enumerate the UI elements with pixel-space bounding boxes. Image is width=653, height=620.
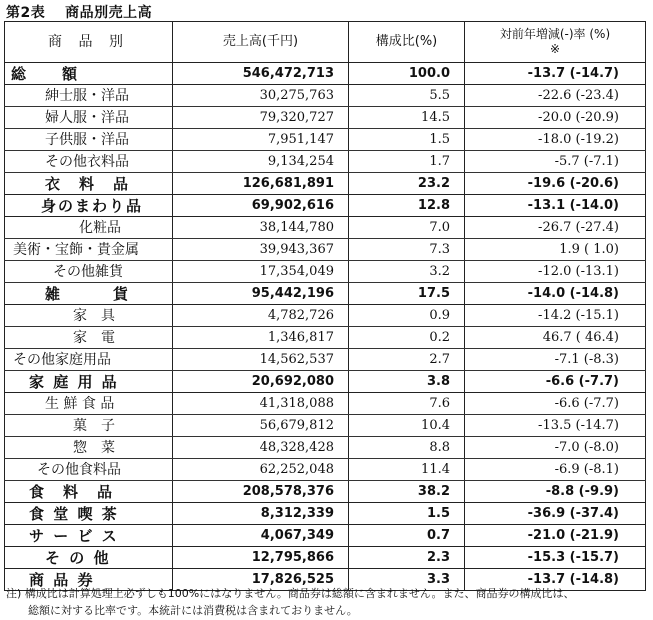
ratio-cell: 3.2 bbox=[349, 261, 465, 283]
ratio-cell: 100.0 bbox=[349, 63, 465, 85]
sales-amount-cell: 30,275,763 bbox=[173, 85, 349, 107]
table-row bbox=[5, 195, 646, 217]
sales-amount-cell: 8,312,339 bbox=[173, 503, 349, 525]
change-rate-cell: -13.5 (-14.7) bbox=[465, 415, 646, 437]
product-name-cell: 生 鮮 食 品 bbox=[5, 393, 173, 415]
change-rate-cell: -6.6 (-7.7) bbox=[465, 393, 646, 415]
sales-amount-cell: 39,943,367 bbox=[173, 239, 349, 261]
ratio-cell: 11.4 bbox=[349, 459, 465, 481]
table-row bbox=[5, 305, 646, 327]
ratio-cell: 8.8 bbox=[349, 437, 465, 459]
ratio-cell: 0.7 bbox=[349, 525, 465, 547]
table-row bbox=[5, 173, 646, 195]
change-rate-cell: -12.0 (-13.1) bbox=[465, 261, 646, 283]
ratio-cell: 38.2 bbox=[349, 481, 465, 503]
sales-amount-cell: 12,795,866 bbox=[173, 547, 349, 569]
ratio-cell: 3.3 bbox=[349, 569, 465, 591]
ratio-cell: 12.8 bbox=[349, 195, 465, 217]
change-rate-cell: -6.6 (-7.7) bbox=[465, 371, 646, 393]
ratio-cell: 0.9 bbox=[349, 305, 465, 327]
change-rate-cell: -5.7 (-7.1) bbox=[465, 151, 646, 173]
sales-amount-cell: 7,951,147 bbox=[173, 129, 349, 151]
table-row bbox=[5, 547, 646, 569]
ratio-cell: 5.5 bbox=[349, 85, 465, 107]
table-row bbox=[5, 371, 646, 393]
change-rate-cell: 46.7 ( 46.4) bbox=[465, 327, 646, 349]
ratio-cell: 2.3 bbox=[349, 547, 465, 569]
header-change-label: 対前年増減(-)率 (%) bbox=[499, 27, 611, 41]
table-row bbox=[5, 415, 646, 437]
sales-amount-cell: 17,826,525 bbox=[173, 569, 349, 591]
change-rate-cell: -26.7 (-27.4) bbox=[465, 217, 646, 239]
ratio-cell: 2.7 bbox=[349, 349, 465, 371]
sales-amount-cell: 48,328,428 bbox=[173, 437, 349, 459]
ratio-cell: 7.0 bbox=[349, 217, 465, 239]
ratio-cell: 3.8 bbox=[349, 371, 465, 393]
change-rate-cell: -21.0 (-21.9) bbox=[465, 525, 646, 547]
footnote bbox=[6, 585, 646, 619]
change-rate-cell: -22.6 (-23.4) bbox=[465, 85, 646, 107]
ratio-cell: 14.5 bbox=[349, 107, 465, 129]
sales-amount-cell: 17,354,049 bbox=[173, 261, 349, 283]
table-row bbox=[5, 151, 646, 173]
product-name-cell: そ の 他 bbox=[5, 547, 173, 569]
sales-amount-cell: 1,346,817 bbox=[173, 327, 349, 349]
sales-amount-cell: 41,318,088 bbox=[173, 393, 349, 415]
change-rate-cell: -13.1 (-14.0) bbox=[465, 195, 646, 217]
footnote-line-2: 総額に対する比率です。本統計には消費税は含まれておりません。 bbox=[6, 604, 358, 617]
header-row bbox=[5, 22, 646, 63]
change-rate-cell: -6.9 (-8.1) bbox=[465, 459, 646, 481]
product-name-cell: 化粧品 bbox=[5, 217, 173, 239]
product-name-cell: 紳士服・洋品 bbox=[5, 85, 173, 107]
table-row bbox=[5, 217, 646, 239]
table-row bbox=[5, 261, 646, 283]
header-sales: 売上高(千円) bbox=[173, 22, 349, 63]
product-name-cell: 家 庭 用 品 bbox=[5, 371, 173, 393]
header-ratio: 構成比(%) bbox=[349, 22, 465, 63]
sales-amount-cell: 79,320,727 bbox=[173, 107, 349, 129]
change-rate-cell: -15.3 (-15.7) bbox=[465, 547, 646, 569]
table-title: 第2表 商品別売上高 bbox=[6, 5, 153, 21]
product-name-cell: 惣 菜 bbox=[5, 437, 173, 459]
sales-amount-cell: 4,067,349 bbox=[173, 525, 349, 547]
product-name-cell: 婦人服・洋品 bbox=[5, 107, 173, 129]
table-row bbox=[5, 393, 646, 415]
table-row bbox=[5, 129, 646, 151]
product-name-cell: その他衣料品 bbox=[5, 151, 173, 173]
ratio-cell: 0.2 bbox=[349, 327, 465, 349]
product-name-cell: その他家庭用品 bbox=[5, 349, 173, 371]
table-row bbox=[5, 481, 646, 503]
sales-amount-cell: 38,144,780 bbox=[173, 217, 349, 239]
change-rate-cell: -13.7 (-14.8) bbox=[465, 569, 646, 591]
table-row bbox=[5, 107, 646, 129]
product-name-cell: その他食料品 bbox=[5, 459, 173, 481]
table-row bbox=[5, 437, 646, 459]
ratio-cell: 7.6 bbox=[349, 393, 465, 415]
product-name-cell: その他雑貨 bbox=[5, 261, 173, 283]
change-rate-cell: -13.7 (-14.7) bbox=[465, 63, 646, 85]
sales-amount-cell: 62,252,048 bbox=[173, 459, 349, 481]
product-name-cell: 食 料 品 bbox=[5, 481, 173, 503]
product-name-cell: 衣 料 品 bbox=[5, 173, 173, 195]
sales-amount-cell: 14,562,537 bbox=[173, 349, 349, 371]
ratio-cell: 23.2 bbox=[349, 173, 465, 195]
sales-amount-cell: 56,679,812 bbox=[173, 415, 349, 437]
ratio-cell: 1.7 bbox=[349, 151, 465, 173]
product-name-cell: 総 額 bbox=[5, 63, 173, 85]
footnote-line-1: 注) 構成比は計算処理上必ずしも100%にはなりません。商品券は総額に含まれません。また、商品券の構成比は、 bbox=[6, 587, 575, 600]
sales-amount-cell: 95,442,196 bbox=[173, 283, 349, 305]
ratio-cell: 1.5 bbox=[349, 503, 465, 525]
change-rate-cell: -36.9 (-37.4) bbox=[465, 503, 646, 525]
change-rate-cell: -7.0 (-8.0) bbox=[465, 437, 646, 459]
product-name-cell: 家 具 bbox=[5, 305, 173, 327]
table-row bbox=[5, 525, 646, 547]
product-name-cell: サ ー ビ ス bbox=[5, 525, 173, 547]
header-change-mark: ※ bbox=[549, 42, 561, 56]
table-row bbox=[5, 283, 646, 305]
sales-amount-cell: 546,472,713 bbox=[173, 63, 349, 85]
table-row bbox=[5, 239, 646, 261]
table-row bbox=[5, 63, 646, 85]
product-name-cell: 菓 子 bbox=[5, 415, 173, 437]
sales-amount-cell: 20,692,080 bbox=[173, 371, 349, 393]
table-row bbox=[5, 459, 646, 481]
table-row bbox=[5, 349, 646, 371]
change-rate-cell: -19.6 (-20.6) bbox=[465, 173, 646, 195]
ratio-cell: 17.5 bbox=[349, 283, 465, 305]
header-change bbox=[465, 22, 646, 63]
ratio-cell: 10.4 bbox=[349, 415, 465, 437]
table-row bbox=[5, 327, 646, 349]
product-name-cell: 子供服・洋品 bbox=[5, 129, 173, 151]
sales-amount-cell: 208,578,376 bbox=[173, 481, 349, 503]
ratio-cell: 7.3 bbox=[349, 239, 465, 261]
product-name-cell: 家 電 bbox=[5, 327, 173, 349]
table-row bbox=[5, 503, 646, 525]
change-rate-cell: -8.8 (-9.9) bbox=[465, 481, 646, 503]
change-rate-cell: -18.0 (-19.2) bbox=[465, 129, 646, 151]
product-name-cell: 食 堂 喫 茶 bbox=[5, 503, 173, 525]
table-row bbox=[5, 85, 646, 107]
product-name-cell: 雑 貨 bbox=[5, 283, 173, 305]
sales-amount-cell: 9,134,254 bbox=[173, 151, 349, 173]
sales-amount-cell: 4,782,726 bbox=[173, 305, 349, 327]
sales-by-product-table bbox=[4, 21, 646, 591]
product-name-cell: 商 品 券 bbox=[5, 569, 173, 591]
change-rate-cell: -14.2 (-15.1) bbox=[465, 305, 646, 327]
sales-amount-cell: 69,902,616 bbox=[173, 195, 349, 217]
sales-amount-cell: 126,681,891 bbox=[173, 173, 349, 195]
change-rate-cell: 1.9 ( 1.0) bbox=[465, 239, 646, 261]
header-product: 商 品 別 bbox=[5, 22, 173, 63]
product-name-cell: 身のまわり品 bbox=[5, 195, 173, 217]
ratio-cell: 1.5 bbox=[349, 129, 465, 151]
change-rate-cell: -14.0 (-14.8) bbox=[465, 283, 646, 305]
change-rate-cell: -20.0 (-20.9) bbox=[465, 107, 646, 129]
change-rate-cell: -7.1 (-8.3) bbox=[465, 349, 646, 371]
product-name-cell: 美術・宝飾・貴金属 bbox=[5, 239, 173, 261]
